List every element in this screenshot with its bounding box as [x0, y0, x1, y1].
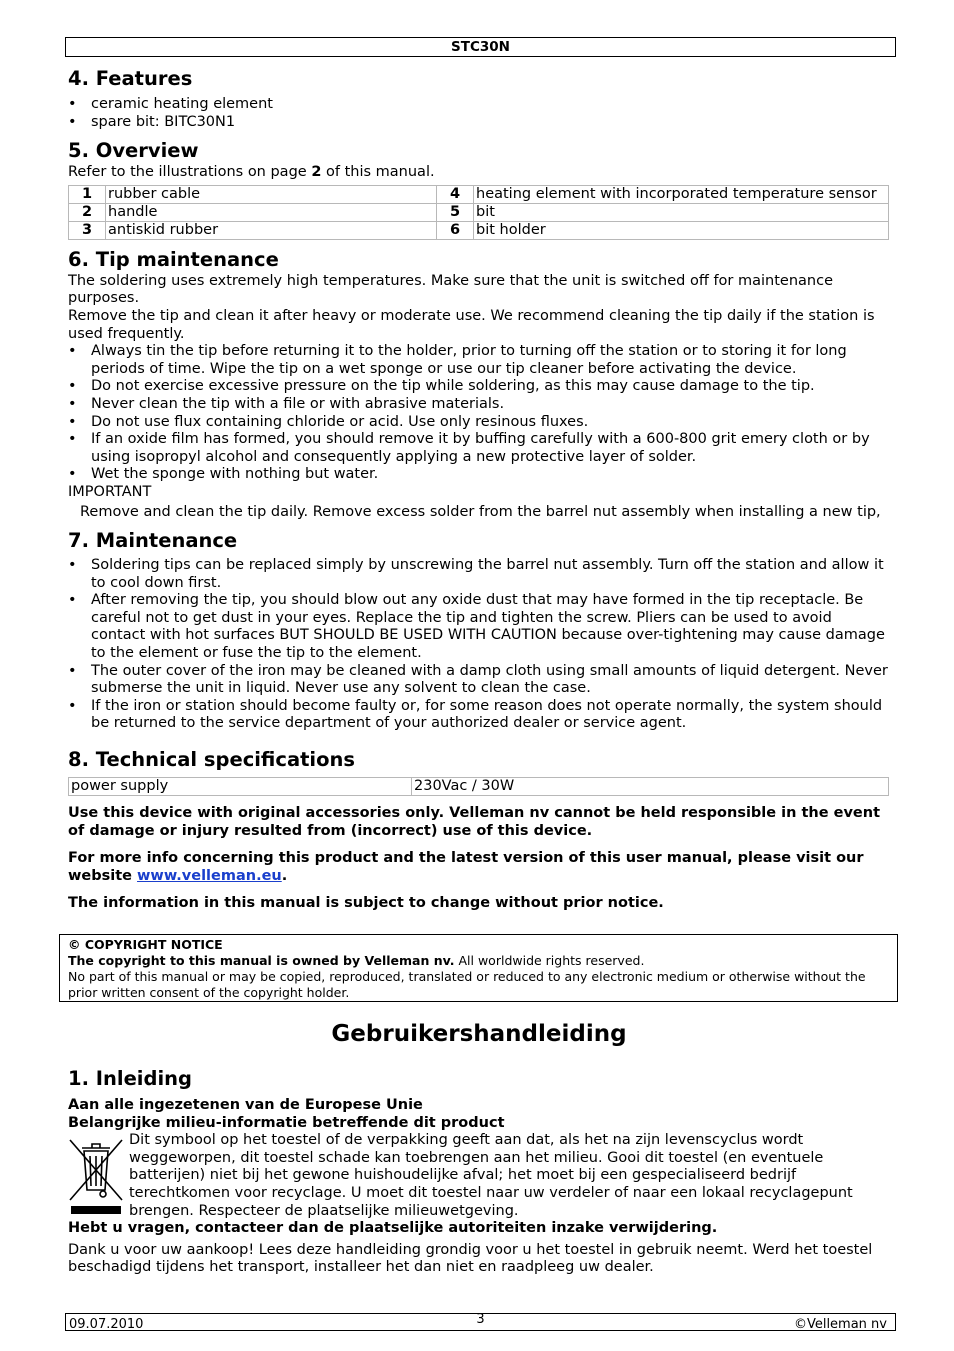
- overview-intro-page: 2: [311, 164, 322, 181]
- dutch-title: Gebruikershandleiding: [331, 1021, 627, 1047]
- important-text: Remove and clean the tip daily. Remove excess solder from the barrel nut assembly when installing a new tip,: [80, 503, 881, 520]
- page-content: [68, 66, 890, 913]
- change-note: The information in this manual is subject to change without prior notice.: [68, 895, 664, 912]
- part-label: handle: [106, 203, 437, 221]
- spec-value: 230Vac / 30W: [412, 778, 889, 796]
- overview-table: [68, 185, 889, 240]
- list-item: • Do not use flux containing chloride or acid. Use only resinous fluxes.: [68, 414, 890, 432]
- table-row: [69, 221, 889, 239]
- features-list: [68, 96, 890, 131]
- tip-list: [68, 343, 890, 484]
- dutch-section: [68, 1020, 890, 1277]
- copyright-title: © COPYRIGHT NOTICE: [68, 937, 223, 952]
- overview-heading: 5. Overview: [68, 139, 199, 163]
- list-item: • spare bit: BITC30N1: [68, 114, 890, 132]
- environment-subheading: Belangrijke milieu-informatie betreffende dit product: [68, 1114, 505, 1131]
- header-model: STC30N: [65, 37, 896, 57]
- tip-paragraph: The soldering uses extremely high temperatures. Make sure that the unit is switched off for maintenance purposes.: [68, 272, 833, 307]
- part-label: antiskid rubber: [106, 221, 437, 239]
- list-item: • If the iron or station should become faulty or, for some reason does not operate normally, the system should be returned to the service department of your authorized dealer or service agent.: [68, 698, 890, 733]
- list-item: • ceramic heating element: [68, 96, 890, 114]
- more-info-end: .: [281, 867, 288, 884]
- list-item: • Never clean the tip with a file or with abrasive materials.: [68, 396, 890, 414]
- part-label: rubber cable: [106, 185, 437, 203]
- weee-block: [68, 1132, 890, 1220]
- specs-heading: 8. Technical specifications: [68, 748, 355, 772]
- list-item: • Do not exercise excessive pressure on the tip while soldering, as this may cause damage to the tip.: [68, 378, 890, 396]
- page-footer: [65, 1313, 896, 1331]
- copyright-owner: [68, 953, 897, 969]
- footer-copyright: ©Velleman nv: [793, 1317, 887, 1332]
- part-number: 2: [69, 203, 106, 221]
- part-number: 5: [437, 203, 474, 221]
- part-number: 1: [69, 185, 106, 203]
- important-label: IMPORTANT: [68, 483, 152, 500]
- part-number: 3: [69, 221, 106, 239]
- weee-text: Dit symbool op het toestel of de verpakking geeft aan dat, als het na zijn levenscyclus wordt weggeworpen, dit toestel schade kan toebrengen aan het milieu. Gooi dit toestel (en eventuele batterijen) niet bij het gewone huishoudelijke afval; het moet bij een gespecialiseerd bedrijf terechtkomen voor recyclage. U moet dit toestel naar uw verdeler of naar een lokaal recyclagepunt brengen. Respecteer de plaatselijke milieuwetgeving.: [129, 1132, 853, 1219]
- table-row: [69, 203, 889, 221]
- list-item: • If an oxide film has formed, you should remove it by buffing carefully with a 600-800 grit emery cloth or by using isopropyl alcohol and consequently applying a new protective layer of solder.: [68, 431, 890, 466]
- part-number: 4: [437, 185, 474, 203]
- overview-intro-text-end: of this manual.: [321, 164, 435, 181]
- overview-intro: [68, 164, 890, 182]
- spec-label: power supply: [69, 778, 412, 796]
- list-item: • Wet the sponge with nothing but water.: [68, 466, 890, 484]
- footer-date: 09.07.2010: [69, 1317, 144, 1332]
- copyright-notice: [59, 934, 898, 1002]
- accessories-note: Use this device with original accessories only. Velleman nv cannot be held responsible in the event of damage or injury resulted from (incorrect) use of this device.: [68, 805, 880, 839]
- list-item: • The outer cover of the iron may be cleaned with a damp cloth using small amounts of liquid detergent. Never submerse the unit in liquid. Never use any solvent to clean the case.: [68, 663, 890, 698]
- specs-table: [68, 777, 889, 796]
- list-item: • Soldering tips can be replaced simply by unscrewing the barrel nut assembly. Turn off the station and allow it to cool down first.: [68, 557, 890, 592]
- part-number: 6: [437, 221, 474, 239]
- list-item: • After removing the tip, you should blow out any oxide dust that may have formed in the tip receptacle. Be careful not to get dust in your eyes. Replace the tip and tighten the screw. Pliers can be used to avoid contact with hot surfaces BUT SHOULD BE USED WITH CAUTION because over-tightening may cause damage to the element or fuse the tip to the element.: [68, 592, 890, 662]
- contact-note: Hebt u vragen, contacteer dan de plaatselijke autoriteiten inzake verwijdering.: [68, 1220, 718, 1237]
- table-row: [69, 185, 889, 203]
- copyright-owner-rest: All worldwide rights reserved.: [454, 953, 645, 968]
- part-label: bit: [474, 203, 889, 221]
- list-item: • Always tin the tip before returning it to the holder, prior to turning off the station or to storing it for long periods of time. Wipe the tip on a wet sponge or use our tip cleaner before activating the device.: [68, 343, 890, 378]
- page-number: 3: [476, 1312, 485, 1327]
- table-row: [69, 778, 889, 796]
- part-label: bit holder: [474, 221, 889, 239]
- eu-subheading: Aan alle ingezetenen van de Europese Unie: [68, 1097, 423, 1113]
- features-heading: 4. Features: [68, 67, 193, 90]
- website-link[interactable]: www.velleman.eu: [137, 867, 282, 884]
- inleiding-heading: 1. Inleiding: [68, 1067, 192, 1090]
- copyright-text: No part of this manual or may be copied, reproduced, translated or reduced to any electronic medium or otherwise without the prior written consent of the copyright holder.: [68, 969, 866, 1000]
- tip-heading: 6. Tip maintenance: [68, 247, 279, 271]
- more-info-text: For more info concerning this product and the latest version of this user manual, please visit our website: [68, 850, 864, 884]
- maintenance-heading: 7. Maintenance: [68, 529, 238, 553]
- more-info-note: [68, 850, 890, 885]
- copyright-owner-bold: The copyright to this manual is owned by Velleman nv.: [68, 953, 455, 968]
- thanks-paragraph: Dank u voor uw aankoop! Lees deze handleiding grondig voor u het toestel in gebruik neemt. Werd het toestel beschadigd tijdens het transport, installeer het dan niet en raadpleeg uw dealer.: [68, 1241, 873, 1276]
- maintenance-list: [68, 557, 890, 733]
- overview-intro-text: Refer to the illustrations on page: [68, 164, 312, 181]
- weee-bin-icon: [68, 1134, 124, 1218]
- part-label: heating element with incorporated temperature sensor: [474, 185, 889, 203]
- tip-paragraph: Remove the tip and clean it after heavy or moderate use. We recommend cleaning the tip daily if the station is used frequently.: [68, 307, 875, 342]
